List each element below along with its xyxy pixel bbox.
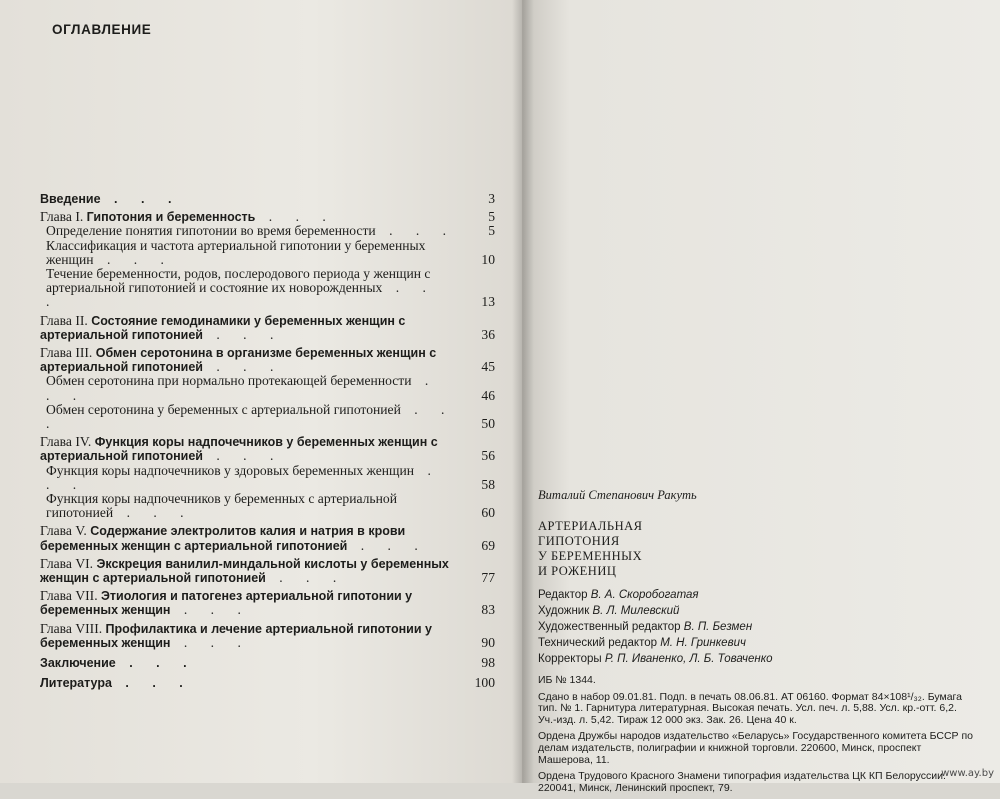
dot-leader: . . . [46, 401, 455, 432]
credit-name: В. Л. Милевский [592, 605, 680, 617]
book-gutter [512, 0, 534, 783]
toc-page-number: 83 [481, 602, 495, 618]
toc-chapter-entry [40, 524, 495, 552]
dot-leader: . . . [46, 280, 436, 310]
dot-leader: . . . [170, 602, 251, 618]
toc-page-number: 56 [481, 448, 495, 464]
dot-leader: . . . [202, 448, 284, 464]
book-title [538, 519, 978, 579]
imprint-paragraph: Ордена Дружбы народов издательство «Беларусь» Государственного комитета БССР по делам издательств, полиграфии и книжной торговли. 220600, Минск, проспект Машерова, 11. [538, 730, 973, 766]
toc-entry-title: Введение [40, 192, 101, 206]
toc-page-number: 36 [481, 326, 495, 342]
toc-chapter-entry [40, 622, 495, 650]
dot-leader: . . . [202, 359, 284, 375]
imprint-paragraph: Ордена Трудового Красного Знамени типография издательства ЦК КП Белоруссии. 220041, Минск, Ленинский проспект, 79. [538, 770, 946, 794]
chapter-number: Глава V. [40, 523, 87, 539]
toc-entry-title: Течение беременности, родов, послеродового периода у женщин с артериальной гипотонией и состояние их новорожденных [46, 266, 431, 296]
credit-role: Редактор [538, 589, 588, 601]
credit-line [538, 619, 978, 635]
imprint-paragraph: ИБ № 1344. [538, 674, 596, 686]
toc-entry-title: Профилактика и лечение артериальной гипотонии у беременных женщин [40, 621, 432, 650]
credits-list [538, 587, 978, 667]
toc-section-entry [46, 403, 495, 431]
toc-entry-title: Этиология и патогенез артериальной гипотонии у беременных женщин [40, 589, 413, 618]
toc-page-number: 77 [481, 570, 495, 586]
toc-chapter-entry [40, 589, 495, 617]
toc-page-number: 90 [481, 634, 495, 650]
credit-name: Р. П. Иваненко, Л. Б. Товаченко [604, 653, 773, 665]
toc-top-entry [40, 656, 495, 670]
toc-entry-title: Содержание электролитов калия и натрия в крови беременных женщин с артериальной гипотонией [40, 524, 406, 553]
credit-role: Художник [538, 605, 590, 617]
toc-entry-title: Заключение [40, 656, 116, 671]
chapter-number: Глава VII. [40, 588, 98, 604]
book-title-line: И РОЖЕНИЦ [538, 564, 617, 578]
toc-page-number: 58 [481, 476, 495, 492]
imprint-page [538, 488, 978, 799]
dot-leader: . . . [46, 373, 439, 403]
credit-role: Технический редактор [538, 637, 657, 649]
toc-page-number: 3 [488, 191, 495, 206]
toc-page-number: 98 [481, 655, 495, 671]
toc-chapter-entry [40, 346, 495, 374]
credit-role: Корректоры [538, 653, 602, 665]
credit-line [538, 603, 978, 619]
toc-section-entry [46, 464, 495, 492]
toc-entry-title: Классификация и частота артериальной гипотонии у беременных женщин [46, 237, 426, 267]
toc-page-number: 46 [481, 387, 495, 403]
chapter-number: Глава III. [40, 345, 93, 361]
toc-page-number: 45 [481, 359, 495, 375]
toc-entry-title: Обмен серотонина в организме беременных женщин с артериальной гипотонией [40, 346, 437, 375]
credit-line [538, 587, 978, 603]
imprint-paragraph: Сдано в набор 09.01.81. Подп. в печать 08.06.81. АТ 06160. Формат 84×108¹/₃₂. Бумага тип. № 1. Гарнитура литературная. Высокая печать. Усл. печ. л. 5,88. Усл. кр.-отт. 6,2. Уч.-изд. л. 5,42. Тираж 12 000 экз. Зак. 26. Цена 40 к. [538, 690, 962, 726]
toc-entry-title: Гипотония и беременность [86, 210, 256, 225]
imprint-details [538, 675, 978, 794]
toc-heading: ОГЛАВЛЕНИЕ [52, 22, 152, 37]
chapter-number: Глава VI. [40, 555, 94, 571]
dot-leader: . . . [111, 676, 193, 691]
toc-page-number: 13 [481, 294, 495, 310]
credit-name: М. Н. Гринкевич [660, 637, 746, 649]
book-title-line: АРТЕРИАЛЬНАЯ [538, 519, 643, 533]
toc-page-number: 100 [474, 675, 495, 691]
toc-section-entry [46, 224, 495, 238]
chapter-number: Глава I. [40, 209, 84, 225]
toc-entry-title: Обмен серотонина у беременных с артериальной гипотонией [46, 401, 401, 417]
credit-role: Художественный редактор [538, 621, 681, 633]
dot-leader: . . . [100, 192, 182, 206]
toc-page-number: 50 [481, 416, 495, 432]
toc-page-number: 5 [488, 223, 495, 239]
dot-leader: . . . [93, 251, 174, 267]
toc-entry-title: Экскреция ванилил-миндальной кислоты у беременных женщин с артериальной гипотонией [40, 556, 449, 586]
chapter-number: Глава IV. [40, 434, 92, 450]
dot-leader: . . . [113, 505, 194, 521]
credit-name: В. А. Скоробогатая [590, 589, 699, 601]
toc-page-number: 69 [481, 537, 495, 553]
chapter-number: Глава II. [40, 312, 88, 328]
watermark: www.ay.by [941, 768, 994, 779]
toc-section-entry [46, 267, 495, 310]
credit-name: В. П. Безмен [683, 621, 753, 633]
dot-leader: . . . [255, 209, 336, 225]
toc-entry-title: Обмен серотонина при нормально протекающей беременности [46, 373, 412, 389]
toc-entry-title: Функция коры надпочечников у беременных с артериальной гипотонией [46, 491, 397, 521]
toc-section-entry [46, 492, 495, 520]
toc-entry-title: Функция коры надпочечников у здоровых беременных женщин [46, 462, 415, 478]
toc-page-number: 10 [481, 251, 495, 267]
toc-chapter-entry [40, 210, 495, 224]
dot-leader: . . . [347, 537, 428, 553]
toc-page-number: 60 [481, 505, 495, 521]
dot-leader: . . . [46, 462, 441, 492]
toc-section-entry [46, 374, 495, 402]
toc-top-entry [40, 192, 495, 206]
author-name: Виталий Степанович Ракуть [538, 488, 697, 502]
toc-top-entry [40, 676, 495, 690]
table-of-contents [40, 186, 495, 691]
toc-chapter-entry [40, 314, 495, 342]
book-title-line: У БЕРЕМЕННЫХ [538, 549, 643, 563]
toc-entry-title: Функция коры надпочечников у беременных женщин с артериальной гипотонией [40, 435, 438, 464]
toc-chapter-entry [40, 557, 495, 585]
toc-entry-title: Состояние гемодинамики у беременных женщин с артериальной гипотонией [40, 313, 406, 342]
chapter-number: Глава VIII. [40, 620, 103, 636]
dot-leader: . . . [375, 223, 457, 239]
credit-line [538, 635, 978, 651]
dot-leader: . . . [202, 326, 284, 342]
book-title-line: ГИПОТОНИЯ [538, 534, 620, 548]
dot-leader: . . . [170, 634, 251, 650]
dot-leader: . . . [265, 570, 347, 586]
toc-section-entry [46, 239, 495, 267]
dot-leader: . . . [115, 656, 197, 671]
toc-entry-title: Определение понятия гипотонии во время беременности [46, 223, 376, 239]
toc-entry-title: Литература [40, 676, 112, 691]
toc-chapter-entry [40, 435, 495, 463]
credit-line [538, 651, 978, 667]
toc-page-number: 5 [488, 209, 495, 225]
